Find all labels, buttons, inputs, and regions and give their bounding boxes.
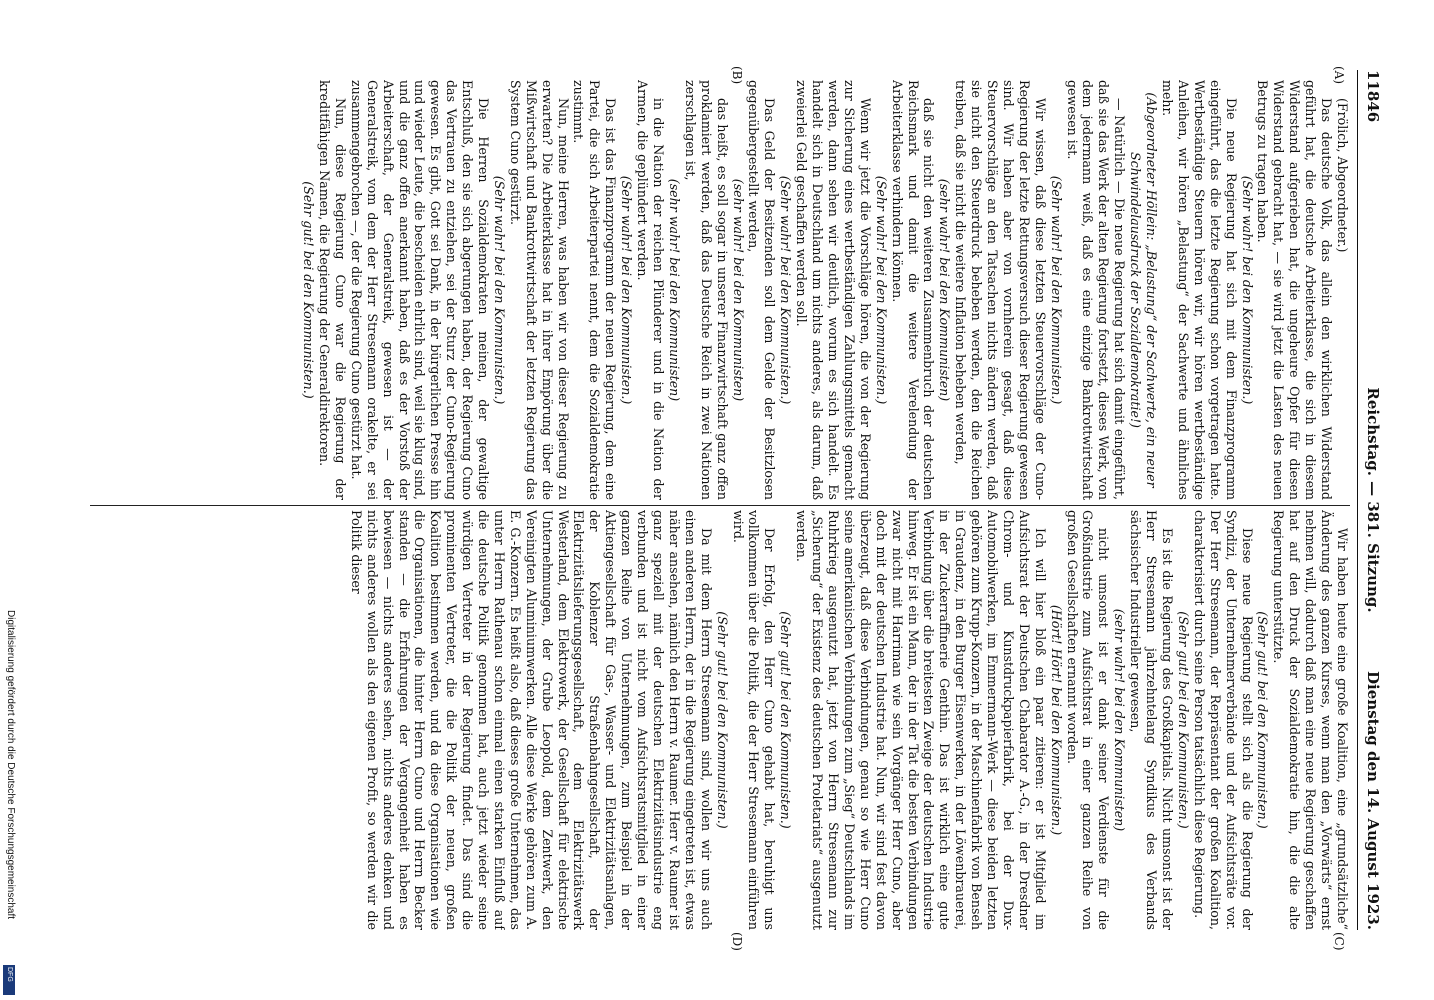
header-title: Reichstag. — 381. Sitzung. bbox=[1364, 387, 1382, 613]
paragraph: Das deutsche Volk, das allein den wirklichen Widerstand geführt hat, die deutsche Arbeiterklasse, die sich in diesem Widerstand aufgerieben hat, die ungeheure Opfer für diesen Widerstand gebracht hat, — sie wird jetzt die Lasten des neuen Betrugs zu tragen haben. bbox=[1255, 80, 1335, 500]
paragraph: Diese neue Regierung stellt sich als die Regierung der Syndizi, der Unternehmerverbände und der Aufsichtsräte vor. Der Herr Stresemann, der Repräsentant der großen Koalition, charakterisiert durch seine Person tatsächlich diese Regierung. bbox=[1191, 510, 1255, 930]
dfg-logo bbox=[3, 965, 15, 995]
paragraph: Nun, diese Regierung Cuno war die Regierung der kreditfähigen Namen, die Regierung der Generaldirektoren. bbox=[317, 80, 348, 500]
paragraph: Die neue Regierung hat sich mit dem Finanzprogramm eingeführt, das die letzte Regierung schon vorgetragen hatte. Wertbeständige Steuern hören wir, wir hören wertbeständige Anleihen, wir hören „Belastung“ der Sachwerte und ähnliches mehr. bbox=[1160, 80, 1239, 500]
paragraph: in die Nation der reichen Plünderer und in die Nation der Armen, die geplündert werden. bbox=[635, 80, 667, 500]
paragraph: Nun, meine Herren, was haben wir von dieser Regierung zu erwarten? Die Arbeiterklasse hat in ihrer Empörung über die Mißwirtschaft und Bankrottwirtschaft der letzten Regierung das System Cuno gestürzt. bbox=[507, 80, 571, 500]
margin-label-b: (B) bbox=[730, 66, 744, 85]
interjection: (sehr wahr! bei den Kommunisten) bbox=[937, 178, 953, 402]
interjection: (Sehr wahr! bei den Kommunisten.) bbox=[619, 175, 635, 405]
paragraph: Da mit dem Herrn Stresemann sind, wollen wir uns auch einen anderen Herrn, der in die Regierung eingetreten ist, etwas näher ansehen, nämlich den Herrn v. Raumer. Herr v. Raumer ist ganz speziell mit der deutschen Elektrizitätsindustrie eng verbunden und ist nicht vom Aufsichtsratsmitglied in einer ganzen Reihe von Unternehmungen, zum Beispiel in der Aktiengesellschaft für Gas-, Wasser- und Elektrizitätsanlagen, der Koblenzer Straßenbahngesellschaft, der Elektrizitätslieferungsgesellschaft, dem Elektrizitätswerk Westerland, dem Elektrowerk, der Gesellschaft für elektrische Unternehmungen, der Grube Leopold, dem Zentwerk, den Vereinigten Aluminiumwerken. Alle diese Werke gehören zum A. E. G.-Konzern. Es heißt also, daß dieses große Unternehmen, das unter Herrn Rathenau schon einmal einen starken Einfluß auf die deutsche Politik genommen hat, auch jetzt wieder seine würdigen Vertreter in der Regierung findet. Das sind die prominenten Vertreter, die die Politik der neuen, großen Koalition bestimmen werden, und da diese Organisationen wie die Organisationen, die hinter Herrn Cuno und Herrn Becker standen — die Erfahrungen der Vergangenheit haben es bewiesen — nichts anderes sehen, nichts anderes denken und nichts anderes wollen als den eigenen Profit, so werden wir die Politik dieser bbox=[348, 510, 714, 930]
paragraph: Die Herren Sozialdemokraten meinen, der gewaltige Entschluß, den sie sich abgerungen haben, der Regierung Cuno das Vertrauen zu entziehen, sei der Sturz der Cuno-Regierung gewesen. Es gibt, Gott sei Dank, in der bürgerlichen Presse hin und wieder Leute, die bescheiden ehrlich sind, weil sie klug sind, und die ganz offen anerkannt haben, daß es der Vorstoß der Arbeiterschaft, der Generalstreik, gewesen ist — der Generalstreik, vom dem der Herr Stresemann orakelte, er sei zusammengebrochen —, der die Regierung Cuno gestürzt hat. bbox=[348, 80, 492, 500]
margin-label-c: (C) bbox=[1332, 932, 1346, 951]
paragraph: Wenn wir jetzt die Vorschläge hören, die von der Regierung zur Sicherung eines wertbeständigen Zahlungsmittels gemacht werden, dann sehen wir deutlich, worum es sich handelt. Es handelt sich in Deutschland um nichts anderes, als darum, daß zweierlei Geld geschaffen werden soll. bbox=[794, 80, 873, 500]
interjection: (sehr wahr! bei den Kommunisten) bbox=[1112, 608, 1128, 832]
paragraph: nicht umsonst ist er dank seiner Verdienste für die Großindustrie zum Aufsichtsrat in einer ganzen Reihe von großen Gesellschaften ernannt worden. bbox=[1064, 510, 1112, 930]
interjection: (sehr wahr! bei den Kommunisten) bbox=[730, 178, 746, 402]
left-column bbox=[90, 80, 1350, 500]
interjection: (Sehr wahr! bei den Kommunisten.) bbox=[491, 175, 507, 405]
interjection: (Sehr gut! bei den Kommunisten.) bbox=[714, 611, 730, 829]
interjection: (Sehr gut! bei den Kommunisten.) bbox=[1175, 611, 1191, 829]
paragraph: Wir haben heute eine große Koalition, eine „grundsätzliche“ Änderung des ganzen Kurses, wenn man den „Vorwärts“ ernst nehmen will, dadurch daß man eine neue Regierung geschaffen hat auf den Druck der Sozialdemokratie hin, die die alte Regierung unterstützte. bbox=[1271, 510, 1350, 930]
paragraph: Der Erfolg, den Herr Cuno gehabt hat, beruhigt uns vollkommen über die Politik, die der Herr Stresemann einführen wird. bbox=[730, 510, 778, 930]
interjection: (sehr wahr! bei den Kommunisten) bbox=[666, 178, 682, 402]
page-number: 11846 bbox=[1364, 70, 1382, 123]
interjection: (Sehr gut! bei den Kommunisten.) bbox=[778, 611, 794, 829]
paragraph: (Frölich, Abgeordneter.) bbox=[1335, 98, 1350, 253]
interjection: (Sehr gut! bei den Kommunisten.) bbox=[301, 181, 317, 399]
footer-credit-text: Digitalisierung gefördert durch die Deutsche Forschungsgemeinschaft bbox=[5, 610, 16, 920]
interjection: (Sehr wahr! bei den Kommunisten.) bbox=[778, 175, 794, 405]
page-header bbox=[1357, 70, 1384, 930]
paragraph: — Natürlich — Die neue Regierung hat sich damit eingeführt, daß sie das Werk der alten Regierung fortsetzt, dieses Werk, von dem jedermann weiß, daß es eine einzige Bankrottwirtschaft gewesen ist. bbox=[1064, 80, 1128, 500]
margin-label-a: (A) bbox=[1332, 66, 1346, 85]
column-divider bbox=[90, 505, 1350, 506]
interjection: (Abgeordneter Höllein: „Belastung“ der Sachwerte, ein neuer Schwindelausdruck der Sozialdemokratie!) bbox=[1128, 92, 1160, 488]
right-column bbox=[90, 510, 1350, 930]
interjection: (Hört! Hört! bei den Kommunisten.) bbox=[1048, 604, 1064, 836]
header-date: Dienstag den 14. August 1923. bbox=[1364, 671, 1382, 930]
paragraph: Das ist das Finanzprogramm der neuen Regierung, dem eine Partei, die sich Arbeiterpartei nennt, dem die Sozialdemokratie zustimmt. bbox=[571, 80, 619, 500]
interjection: (Sehr wahr! bei den Kommunisten.) bbox=[1048, 175, 1064, 405]
margin-label-d: (D) bbox=[730, 932, 744, 951]
paragraph: Es ist die Regierung des Großkapitals. Nicht umsonst ist der Herr Stresemann jahrzehntelang Syndikus des Verbands sächsischer Industrieller gewesen, bbox=[1128, 510, 1176, 930]
interjection: (Sehr wahr! bei den Kommunisten.) bbox=[873, 175, 889, 405]
interjection: (Sehr wahr! bei den Kommunisten.) bbox=[1239, 175, 1255, 405]
footer-credit bbox=[4, 610, 18, 995]
interjection: (Sehr gut! bei den Kommunisten.) bbox=[1255, 611, 1271, 829]
paragraph: Das Geld der Besitzenden soll dem Gelde der Besitzlosen gegenübergestellt werden, bbox=[746, 80, 778, 500]
paragraph: daß sie nicht den weiteren Zusammenbruch der deutschen Reichsmark und damit die weitere Verelendung der Arbeiterklasse verhindern können. bbox=[889, 80, 937, 500]
paragraph: das heißt, es soll sogar in unserer Finanzwirtschaft ganz offen proklamiert werden, daß das Deutsche Reich in zwei Nationen zerschlagen ist, bbox=[682, 80, 730, 500]
paragraph: Ich will hier bloß ein paar zitieren: er ist Mitglied im Aufsichtsrat der Deutschen Chabarator A.-G., in der Dresdner Chrom- und Kunstdruckpapierfabrik, bei der Dux-Automobilwerken, im Emmermann-Werk — diese beiden letzten gehören zum Krupp-Konzern, in der Maschinenfabrik von Benseh in Graudenz, in den Burger Eisenwerken, in der Löwenbrauerei, in der Zuckerraffinerie Genthin. Das ist wirklich eine gute Verbindung über die breitesten Zweige der deutschen Industrie hinweg. Er ist ein Mann, der in der Tat die besten Verbindungen zwar nicht mit Harriman wie sein Vorgänger Herr Cuno, aber doch mit der deutschen Industrie hat. Nun, wir sind fest davon überzeugt, daß diese Verbindungen, genau so wie Herr Cuno seine amerikanischen Verbindungen zum „Sieg“ Deutschlands im Ruhrkrieg ausgenutzt hat, jetzt von Herrn Stresemann zur „Sicherung“ der Existenz des deutschen Proletariats“ ausgenutzt werden. bbox=[794, 510, 1048, 930]
dfg-logo-text: DFG bbox=[6, 967, 13, 982]
paragraph: Wir wissen, daß diese letzten Steuervorschläge der Cuno-Regierung der letzte Rettungsversuch dieser Regierung gewesen sind. Wir haben aber von vornherein gesagt, daß diese Steuervorschläge an den Tatsachen nichts ändern werden, daß sie nicht den Steuerdruck beheben werden, den die Reichen treiben, daß sie nicht die weitere Inflation beheben werden, bbox=[953, 80, 1048, 500]
